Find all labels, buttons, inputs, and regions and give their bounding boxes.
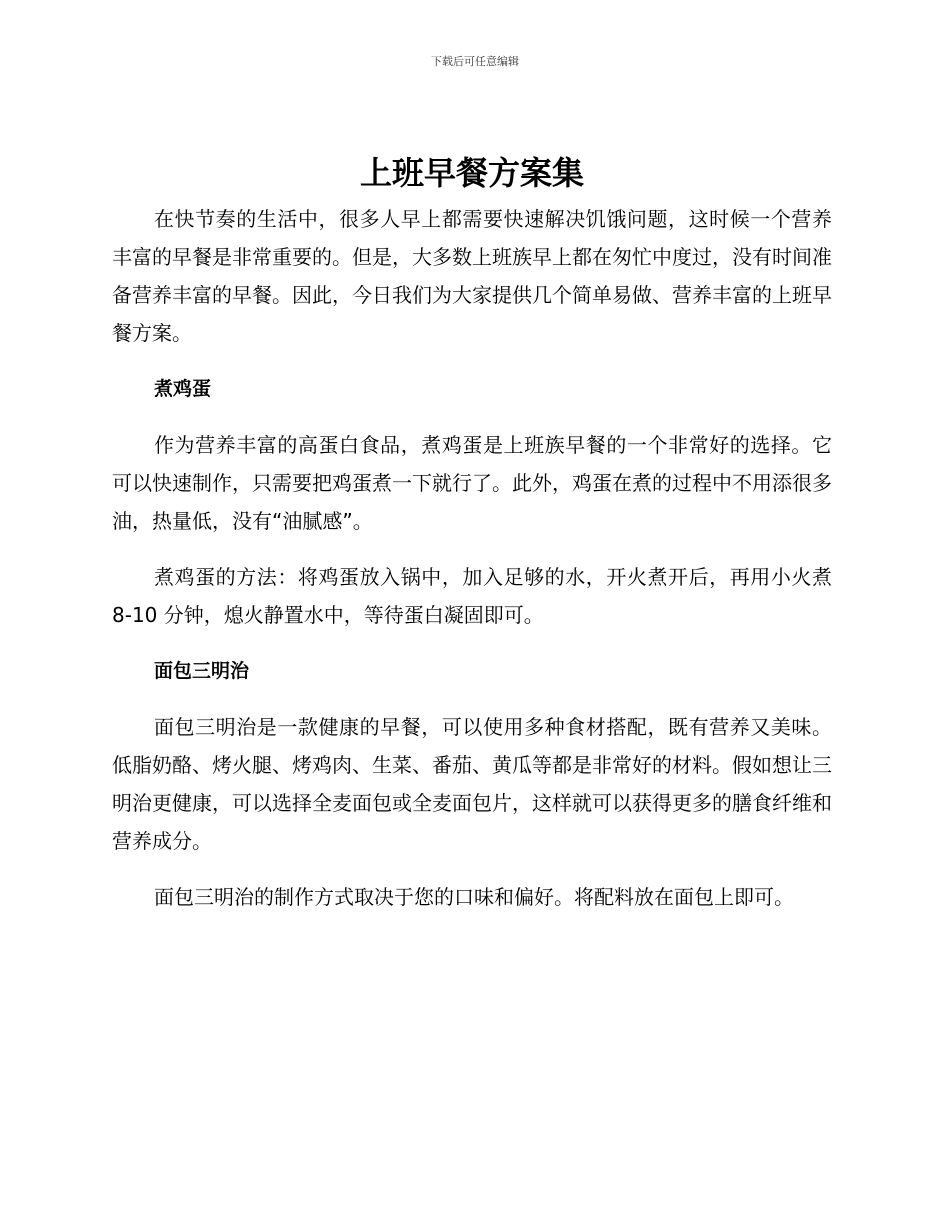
spacer — [112, 690, 832, 708]
spacer — [112, 540, 832, 558]
spacer — [112, 352, 832, 370]
section-paragraph: 煮鸡蛋的方法：将鸡蛋放入锅中，加入足够的水，开火煮开后，再用小火煮 8-10 分钟，熄火静置水中，等待蛋白凝固即可。 — [112, 565, 832, 627]
section-paragraph: 作为营养丰富的高蛋白食品，煮鸡蛋是上班族早餐的一个非常好的选择。它可以快速制作，只需要把鸡蛋煮一下就行了。此外，鸡蛋在煮的过程中不用添很多油，热量低，没有“油腻感”。 — [112, 433, 832, 533]
spacer — [112, 634, 832, 652]
spacer — [112, 408, 832, 426]
intro-paragraph: 在快节奏的生活中，很多人早上都需要快速解决饥饿问题，这时候一个营养丰富的早餐是非常重要的。但是，大多数上班族早上都在匆忙中度过，没有时间准备营养丰富的早餐。因此，今日我们为大家提供几个简单易做、营养丰富的上班早餐方案。 — [112, 207, 832, 345]
spacer — [112, 860, 832, 878]
document-body — [112, 148, 832, 916]
document-title: 上班早餐方案集 — [359, 154, 584, 192]
section-paragraph: 面包三明治的制作方式取决于您的口味和偏好。将配料放在面包上即可。 — [154, 885, 794, 909]
section-heading-sandwich: 面包三明治 — [154, 660, 250, 682]
section-heading-boiled-egg: 煮鸡蛋 — [154, 378, 212, 400]
header-note: 下载后可任意编辑 — [431, 55, 519, 68]
section-paragraph: 面包三明治是一款健康的早餐，可以使用多种食材搭配，既有营养又美味。低脂奶酪、烤火腿、烤鸡肉、生菜、番茄、黄瓜等都是非常好的材料。假如想让三明治更健康，可以选择全麦面包或全麦面包片，这样就可以获得更多的膳食纤维和营养成分。 — [112, 715, 832, 853]
